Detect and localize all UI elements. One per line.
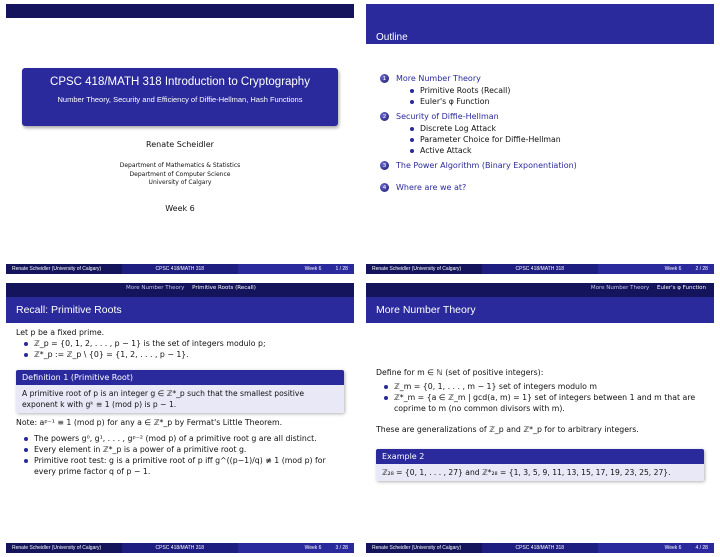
section-number-icon: 1 bbox=[380, 74, 389, 83]
outline-section[interactable] bbox=[380, 74, 700, 83]
subsection-title: Euler's φ Function bbox=[420, 97, 490, 106]
bullet-text: Every element in ℤ*_p is a power of a primitive root g. bbox=[34, 445, 247, 454]
footer-week-page bbox=[238, 543, 354, 553]
frame-title: More Number Theory bbox=[376, 304, 476, 316]
bullet-icon bbox=[384, 385, 388, 389]
slide-4 bbox=[366, 283, 714, 553]
example-title: Example 2 bbox=[376, 449, 704, 464]
title-box bbox=[22, 68, 338, 126]
footer-week-page bbox=[238, 264, 354, 274]
footer-author: Renate Scheidler (University of Calgary) bbox=[6, 264, 122, 274]
bullet-text: The powers g⁰, g¹, . . . , gᵖ⁻² (mod p) of a primitive root g are all distinct. bbox=[34, 434, 317, 443]
frame-title-bar bbox=[366, 297, 714, 323]
nav-section-link[interactable]: More Number Theory bbox=[590, 285, 650, 291]
nav-labels bbox=[120, 285, 256, 291]
outline-subsection[interactable] bbox=[410, 146, 700, 155]
presentation-title: CPSC 418/MATH 318 Introduction to Cryptography bbox=[50, 76, 310, 88]
presentation-date: Week 6 bbox=[165, 204, 195, 213]
bullet-icon bbox=[410, 127, 414, 131]
bullet-icon bbox=[24, 342, 28, 346]
section-number-icon: 3 bbox=[380, 161, 389, 170]
navigation-bar bbox=[366, 283, 714, 297]
footer-course: CPSC 418/MATH 318 bbox=[122, 264, 238, 274]
section-title: The Power Algorithm (Binary Exponentiation) bbox=[396, 161, 577, 170]
bullet-item bbox=[24, 338, 344, 349]
frame-title-bar bbox=[6, 297, 354, 323]
slide-1 bbox=[6, 4, 354, 274]
nav-section-link[interactable]: More Number Theory bbox=[126, 285, 185, 291]
intro-text: Let p be a fixed prime. bbox=[16, 328, 105, 337]
frame-title-bar bbox=[366, 4, 714, 44]
nav-subsection-link[interactable]: Euler's φ Function bbox=[656, 285, 706, 291]
slide-footer bbox=[366, 543, 714, 553]
outline-subsection[interactable] bbox=[410, 124, 700, 133]
subsection-title: Discrete Log Attack bbox=[420, 124, 496, 133]
presentation-subtitle: Number Theory, Security and Efficiency of Diffie-Hellman, Hash Functions bbox=[57, 95, 303, 104]
footer-course: CPSC 418/MATH 318 bbox=[122, 543, 238, 553]
footer-week: Week 6 bbox=[304, 545, 322, 551]
bullet-item bbox=[384, 381, 704, 392]
outline-list bbox=[380, 74, 700, 195]
footer-page: 2 / 28 bbox=[695, 266, 708, 272]
bullet-text: ℤ_m = {0, 1, . . . , m − 1} set of integers modulo m bbox=[394, 382, 598, 391]
outline-section[interactable] bbox=[380, 183, 700, 192]
slide-header-bar bbox=[6, 4, 354, 18]
bullet-icon bbox=[384, 396, 388, 400]
bullet-text: ℤ*_p := ℤ_p \ {0} = {1, 2, . . . , p − 1}. bbox=[34, 350, 189, 359]
institution-line: Department of Mathematics & Statistics bbox=[119, 162, 241, 169]
section-title: More Number Theory bbox=[396, 74, 481, 83]
definition-block bbox=[16, 370, 344, 413]
nav-labels bbox=[585, 285, 706, 291]
slide-content bbox=[376, 367, 704, 481]
intro-text: Define for m ∈ ℕ (set of positive integers): bbox=[376, 368, 544, 377]
nav-subsection-link[interactable]: Primitive Roots (Recall) bbox=[192, 285, 256, 291]
slide-3 bbox=[6, 283, 354, 553]
generalization-text: These are generalizations of ℤ_p and ℤ*_p for to arbitrary integers. bbox=[376, 425, 639, 434]
footer-course: CPSC 418/MATH 318 bbox=[482, 264, 598, 274]
section-number-icon: 2 bbox=[380, 112, 389, 121]
bullet-item bbox=[24, 349, 344, 360]
bullet-item bbox=[24, 444, 344, 455]
footer-week-page bbox=[598, 264, 714, 274]
definition-body bbox=[16, 385, 344, 413]
bullet-icon bbox=[24, 459, 28, 463]
bullet-item bbox=[384, 392, 704, 414]
bullet-icon bbox=[410, 149, 414, 153]
bullet-text: ℤ_p = {0, 1, 2, . . . , p − 1} is the set of integers modulo p; bbox=[34, 339, 266, 348]
outline-section[interactable] bbox=[380, 161, 700, 170]
footer-course: CPSC 418/MATH 318 bbox=[482, 543, 598, 553]
slide-footer bbox=[366, 264, 714, 274]
slide-content bbox=[16, 327, 344, 477]
outline-subsection[interactable] bbox=[410, 135, 700, 144]
section-number-icon: 4 bbox=[380, 183, 389, 192]
footer-page: 3 / 28 bbox=[335, 545, 348, 551]
bullet-item bbox=[24, 455, 344, 477]
footer-page: 4 / 28 bbox=[695, 545, 708, 551]
section-title: Security of Diffie-Hellman bbox=[396, 112, 499, 121]
note-text: Note: aᵖ⁻¹ ≡ 1 (mod p) for any a ∈ ℤ*_p by Fermat's Little Theorem. bbox=[16, 418, 283, 427]
example-body: ℤ₂₈ = {0, 1, . . . , 27} and ℤ*₂₈ = {1, 3, 5, 9, 11, 13, 15, 17, 19, 23, 25, 27}. bbox=[376, 464, 704, 481]
slide-footer bbox=[6, 264, 354, 274]
outline-subsection[interactable] bbox=[410, 97, 700, 106]
footer-author: Renate Scheidler (University of Calgary) bbox=[366, 264, 482, 274]
bullet-text: ℤ*_m = {a ∈ ℤ_m | gcd(a, m) = 1} set of integers between 1 and m that are coprime to m (no common divisors with m). bbox=[394, 393, 696, 413]
institution bbox=[6, 162, 354, 188]
institution-line: University of Calgary bbox=[148, 179, 212, 186]
bullet-item bbox=[24, 433, 344, 444]
institution-line: Department of Computer Science bbox=[129, 170, 231, 178]
example-block bbox=[376, 449, 704, 481]
bullet-icon bbox=[24, 437, 28, 441]
definition-line: A primitive root of p is an integer g ∈ ℤ*_p such that the smallest positive bbox=[22, 389, 305, 398]
bullet-text: Primitive root test: g is a primitive root of p iff g^((p−1)/q) ≢ 1 (mod p) for every prime factor q of p − 1. bbox=[34, 456, 326, 476]
frame-title: Outline bbox=[376, 32, 408, 43]
frame-title: Recall: Primitive Roots bbox=[16, 304, 122, 316]
navigation-bar bbox=[6, 283, 354, 297]
outline-subsection[interactable] bbox=[410, 86, 700, 95]
definition-line: exponent k with gᵏ ≡ 1 (mod p) is p − 1. bbox=[22, 400, 177, 409]
bullet-icon bbox=[410, 89, 414, 93]
section-title: Where are we at? bbox=[396, 183, 467, 192]
bullet-icon bbox=[410, 138, 414, 142]
footer-week-page bbox=[598, 543, 714, 553]
slide-2 bbox=[366, 4, 714, 274]
footer-author: Renate Scheidler (University of Calgary) bbox=[6, 543, 122, 553]
footer-page: 1 / 28 bbox=[335, 266, 348, 272]
slide-footer bbox=[6, 543, 354, 553]
author-name: Renate Scheidler bbox=[146, 140, 214, 149]
bullet-icon bbox=[24, 353, 28, 357]
subsection-title: Active Attack bbox=[420, 146, 472, 155]
footer-week: Week 6 bbox=[664, 266, 682, 272]
footer-author: Renate Scheidler (University of Calgary) bbox=[366, 543, 482, 553]
subsection-title: Parameter Choice for Diffie-Hellman bbox=[420, 135, 561, 144]
bullet-icon bbox=[24, 448, 28, 452]
footer-week: Week 6 bbox=[304, 266, 322, 272]
bullet-icon bbox=[410, 100, 414, 104]
definition-title: Definition 1 (Primitive Root) bbox=[16, 370, 344, 385]
outline-section[interactable] bbox=[380, 112, 700, 121]
footer-week: Week 6 bbox=[664, 545, 682, 551]
subsection-title: Primitive Roots (Recall) bbox=[420, 86, 511, 95]
